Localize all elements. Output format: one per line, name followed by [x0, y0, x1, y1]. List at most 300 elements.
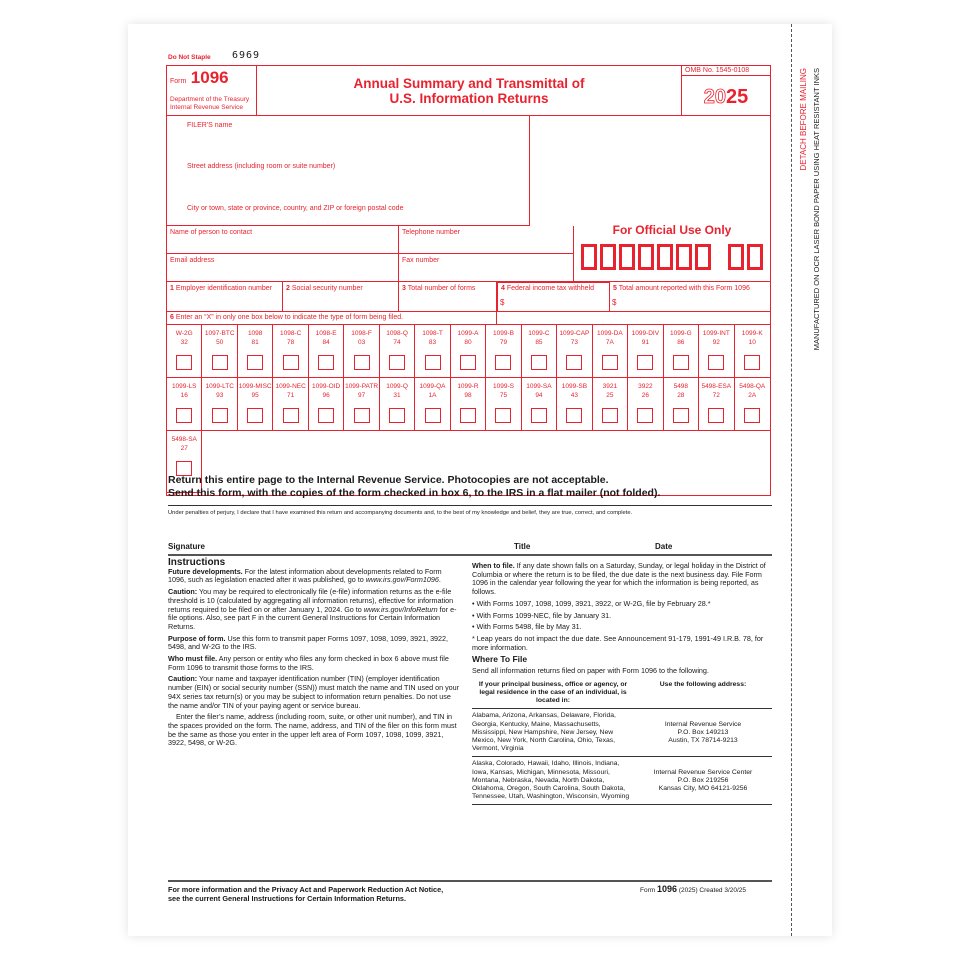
form-name: 1099-LTC: [205, 383, 234, 390]
form-code: 86: [677, 339, 685, 346]
official-use-label: For Official Use Only: [612, 223, 732, 237]
do-not-staple: Do Not Staple: [168, 54, 211, 61]
where-to-file-text: Send all information returns filed on paper with Form 1096 to the following.: [472, 666, 709, 676]
box5-number: 5: [613, 285, 617, 292]
form-type-label: [167, 325, 201, 347]
form-type-1099-g[interactable]: [664, 325, 699, 378]
official-box: [619, 244, 635, 270]
form-name: 1099-B: [492, 330, 514, 337]
fax-label: Fax number: [402, 257, 440, 264]
box2-ssn-field[interactable]: [283, 282, 399, 312]
official-box: [638, 244, 654, 270]
form-name: W-2G: [175, 330, 193, 337]
tax-year: [682, 86, 770, 109]
who-text: Any person or entity who files any form checked in box 6 above must file Form 1096 to transmit those forms to the IRS.: [168, 654, 449, 672]
form-type-1097-btc[interactable]: [202, 325, 237, 378]
box1-number: 1: [170, 285, 174, 292]
form-word: Form: [170, 78, 187, 85]
form-type-1099-div[interactable]: [628, 325, 663, 378]
form-type-checkbox[interactable]: [354, 408, 370, 423]
address-line3: Austin, TX 78714-9213: [668, 736, 738, 744]
form-type-checkbox[interactable]: [354, 355, 370, 370]
form-code: 81: [251, 339, 259, 346]
official-box: [695, 244, 711, 270]
form-name: 5498-QA: [739, 383, 766, 390]
email-field[interactable]: [167, 254, 399, 282]
caution-efile: [168, 588, 460, 632]
year-outline: 20: [703, 86, 726, 108]
due-date-bullet: • With Forms 1099-NEC, file by January 31.: [472, 610, 612, 620]
form-type-1099-k[interactable]: [735, 325, 770, 378]
title-line2: U.S. Information Returns: [389, 91, 549, 106]
form-code: 7A: [605, 339, 614, 346]
form-title-block: [257, 66, 682, 116]
privacy-notice: [168, 885, 443, 903]
caution1-tail: for e-file options. Also, see part F in the current General Instructions for Certain Information Returns.: [168, 604, 457, 631]
form-type-grid: [167, 325, 770, 495]
form-type-checkbox[interactable]: [566, 355, 582, 370]
caution2-head: Caution:: [168, 674, 198, 684]
table-head-address: Use the following address:: [659, 680, 747, 688]
fax-field[interactable]: [399, 254, 574, 282]
divider: [168, 505, 772, 506]
form-name: 5498: [673, 383, 689, 390]
form-type-1099-qa[interactable]: [415, 378, 450, 431]
footer-form-number: 1096: [656, 884, 678, 894]
form-type-checkbox[interactable]: [637, 355, 653, 370]
form-type-checkbox[interactable]: [176, 355, 192, 370]
form-type-label: [664, 378, 698, 400]
form-type-checkbox[interactable]: [531, 355, 547, 370]
form-name: 1098-C: [279, 330, 302, 337]
form-name: 1099-DIV: [631, 330, 660, 337]
form-code: 97: [357, 392, 366, 399]
who-head: Who must file.: [168, 654, 218, 664]
form-type-checkbox[interactable]: [673, 355, 689, 370]
future-head: Future developments.: [168, 566, 243, 576]
form-name: 1099-SB: [561, 383, 588, 390]
form-type-label: [628, 325, 662, 347]
form-code: 2A: [748, 392, 757, 399]
form-type-1099-ltc[interactable]: [202, 378, 237, 431]
form-code: 83: [428, 339, 437, 346]
states-list: Alabama, Arizona, Arkansas, Delaware, Florida, Georgia, Kentucky, Maine, Massachusetts, Mississippi, New Hampshire, New Jersey, New Mexico, New York, North Carolina, Ohio, Texas, Vermont, Virginia: [472, 712, 616, 753]
form-name: 1099-PATR: [345, 383, 379, 390]
official-box: [728, 244, 744, 270]
form-name: 1098-Q: [386, 330, 408, 337]
who-must-file: [168, 655, 460, 672]
form-name: 1099-OID: [312, 383, 341, 390]
form-name: 1099-QA: [419, 383, 446, 390]
form-type-checkbox[interactable]: [460, 355, 476, 370]
form-name: 1098-F: [351, 330, 372, 337]
box6-number: 6: [170, 314, 174, 321]
states-list: Alaska, Colorado, Hawaii, Idaho, Illinois, Indiana, Iowa, Kansas, Michigan, Minnesota, Missouri, Montana, Nebraska, Nevada, North Dakota, Oklahoma, Oregon, South Carolina, South Dakota, Tennessee, Utah, Washington, Wisconsin, Wyoming: [472, 760, 630, 801]
form-code: 26: [641, 392, 649, 399]
form-code: 74: [393, 339, 401, 346]
form-body: [166, 65, 771, 496]
form-name: 1097-BTC: [204, 330, 235, 337]
form-name: 1098-T: [422, 330, 443, 337]
signature-label: Signature: [168, 542, 205, 551]
form-type-checkbox[interactable]: [425, 408, 441, 423]
table-row: [472, 709, 772, 757]
form-type-1099-da[interactable]: [593, 325, 628, 378]
where-to-file-heading: Where To File: [472, 654, 528, 665]
form-type-label: [486, 325, 520, 347]
form-type-checkbox[interactable]: [637, 408, 653, 423]
inforeturn-link[interactable]: www.irs.gov/InfoReturn: [363, 604, 438, 614]
purpose-head: Purpose of form.: [168, 633, 226, 643]
perjury-statement: Under penalties of perjury, I declare that I have examined this return and accompanying documents and, to the best of my knowledge and belief, they are true, correct, and complete.: [168, 510, 633, 516]
enter-filer-info: Enter the filer’s name, address (including room, suite, or other unit number), and TIN in the spaces provided on the form. The name, address, and TIN of the filer on this form must be the same as those you enter in the upper left area of Form 1097, 1098, 1099, 3921, 3922, 5498, or W-2G.: [168, 712, 457, 748]
future-developments: Future developments. For the latest information about developments related to Form 1096, such as legislation enacted after it was published, go to www.irs.gov/Form1096.: [168, 566, 442, 585]
when-head: When to file.: [472, 561, 515, 570]
form-type-1099-sa[interactable]: [522, 378, 557, 431]
form-type-checkbox[interactable]: [247, 408, 263, 423]
form-name: 1099-DA: [597, 330, 623, 337]
form-type-1099-a[interactable]: [451, 325, 486, 378]
form-type-label: [593, 378, 627, 400]
form-name: 1099-C: [528, 330, 550, 337]
address-line1: Internal Revenue Service Center: [653, 768, 753, 776]
form-type-label: [735, 378, 770, 400]
form-id-block: [167, 66, 257, 116]
form-code: 28: [677, 392, 685, 399]
form-code: 95: [251, 392, 259, 399]
form-type-label: [699, 378, 733, 400]
form-type-label: [522, 325, 556, 347]
form-type-5498[interactable]: [664, 378, 699, 431]
filer-name-label: FILER'S name: [187, 122, 233, 129]
form-type-label: [628, 378, 662, 400]
signature-line[interactable]: [168, 542, 772, 554]
form-type-1099-oid[interactable]: [309, 378, 344, 431]
footer-form-tail: (2025) Created 3/20/25: [678, 887, 747, 894]
address-line3: Kansas City, MO 64121-9256: [658, 784, 748, 792]
footer-form-word: Form: [640, 887, 656, 894]
box3-total-forms-field[interactable]: [399, 282, 497, 312]
form-type-1099-cap[interactable]: [557, 325, 592, 378]
form-type-checkbox[interactable]: [460, 408, 476, 423]
omb-number: OMB No. 1545-0108: [685, 67, 750, 74]
form-type-label: [167, 431, 201, 453]
form-type-checkbox[interactable]: [566, 408, 582, 423]
form-type-label: [699, 325, 733, 347]
form-type-checkbox[interactable]: [708, 408, 724, 423]
address-line1: Internal Revenue Service: [664, 720, 742, 728]
form-name: 5498-SA: [171, 436, 197, 443]
form-name: 1099-K: [741, 330, 763, 337]
form-type-checkbox[interactable]: [495, 355, 511, 370]
form-type-label: [238, 325, 272, 347]
form-code: 72: [712, 392, 720, 399]
form-type-checkbox[interactable]: [176, 408, 192, 423]
return-notice: [168, 474, 788, 500]
telephone-label: Telephone number: [402, 229, 460, 236]
form-code: 10: [748, 339, 756, 346]
telephone-field[interactable]: [399, 226, 574, 254]
form-code: 92: [712, 339, 720, 346]
form-1096-sheet: [128, 24, 832, 936]
filing-address-table: [472, 679, 772, 806]
official-box: [747, 244, 763, 270]
box5-total-amount-field[interactable]: [610, 282, 770, 312]
form-code: 91: [641, 339, 649, 346]
form-type-checkbox[interactable]: [389, 355, 405, 370]
form-type-5498-qa[interactable]: [735, 378, 770, 431]
box6-label: Enter an “X” in only one box below to indicate the type of form being filed.: [175, 314, 404, 321]
form-type-label: [415, 378, 449, 400]
box1-ein-field[interactable]: [167, 282, 283, 312]
department-line2: Internal Revenue Service: [170, 104, 243, 111]
form-code: 50: [216, 339, 224, 346]
form-type-label: [664, 325, 698, 347]
form-code: 75: [499, 392, 508, 399]
privacy-line1: For more information and the Privacy Act and Paperwork Reduction Act Notice,: [168, 885, 444, 894]
dollar-sign: $: [500, 298, 505, 307]
form-code: 78: [287, 339, 295, 346]
box2-label: Social security number: [291, 285, 363, 292]
leap-year-note: * Leap years do not impact the due date. See Announcement 91-179, 1991-49 I.R.B. 78, for more information.: [472, 633, 764, 652]
form-code: 1A: [428, 392, 437, 399]
form-code: 43: [570, 392, 579, 399]
form-code: 80: [464, 339, 472, 346]
form-code: 84: [322, 339, 330, 346]
form-type-1099-ls[interactable]: [167, 378, 202, 431]
form-type-label: [167, 378, 201, 400]
box6-header-blank: [497, 312, 770, 325]
form-type-5498-esa[interactable]: [699, 378, 734, 431]
form-type-label: [380, 325, 414, 347]
form-type-label: [451, 325, 485, 347]
form-type-label: [309, 325, 343, 347]
form-name: 1099-NEC: [275, 383, 306, 390]
caution1-text: You may be required to electronically file (e-file) information returns as the e-file threshold is 10 (calculated by aggregating all information returns), effective for information returns required to be filed on or after January 1, 2024. Go to: [168, 587, 454, 614]
form-type-checkbox[interactable]: [283, 355, 299, 370]
title-label: Title: [514, 542, 531, 551]
due-date-bullet: • With Forms 1097, 1098, 1099, 3921, 3922, or W-2G, file by February 28.*: [472, 598, 711, 608]
table-row: [472, 757, 772, 805]
street-address-label: Street address (including room or suite number): [187, 163, 336, 170]
form-name: 1099-CAP: [559, 330, 590, 337]
form-type-label: [344, 378, 378, 400]
form-name: 5498-ESA: [701, 383, 732, 390]
form-type-1098-f[interactable]: [344, 325, 379, 378]
box4-label: Federal income tax withheld: [506, 285, 595, 292]
caution2-text: Your name and taxpayer identification number (TIN) (employer identification number (EIN) or social security number (SSN)) must match the name and TIN used on your 94X series tax return(s) or you may be subject to information return penalties. Do not use the name and/or TIN of your paying agent or service bureau.: [168, 674, 460, 710]
department-line1: Department of the Treasury: [170, 96, 250, 103]
filer-address-block[interactable]: [167, 116, 530, 226]
control-number: 6969: [232, 50, 261, 61]
box1-label: Employer identification number: [175, 285, 272, 292]
form-type-label: [238, 378, 272, 400]
form-type-label: [344, 325, 378, 347]
form-type-checkbox[interactable]: [744, 355, 760, 370]
form-type-1099-b[interactable]: [486, 325, 521, 378]
box3-label: Total number of forms: [407, 285, 476, 292]
future-text: For the latest information about developments related to Form 1096, such as legislation enacted after it was published, go to: [168, 566, 442, 585]
form-code: 94: [535, 392, 543, 399]
form-type-3921[interactable]: [593, 378, 628, 431]
box2-number: 2: [286, 285, 290, 292]
form-type-checkbox[interactable]: [247, 355, 263, 370]
form-type-1099-q[interactable]: [380, 378, 415, 431]
form-type-1098-t[interactable]: [415, 325, 450, 378]
form-name: 1099-MISC: [238, 383, 272, 390]
box6-instruction: [167, 312, 497, 325]
form-type-checkbox[interactable]: [602, 355, 618, 370]
email-label: Email address: [170, 257, 215, 264]
form-code: 96: [322, 392, 330, 399]
form-name: 1099-INT: [702, 330, 730, 337]
form-name: 1099-S: [492, 383, 514, 390]
form-name: 1099-LS: [171, 383, 197, 390]
form-type-checkbox[interactable]: [283, 408, 299, 423]
form-type-1099-sb[interactable]: [557, 378, 592, 431]
form-type-label: [380, 378, 414, 400]
title-line1: Annual Summary and Transmittal of: [353, 76, 585, 91]
form-type-label: [273, 325, 307, 347]
form-code: 73: [570, 339, 579, 346]
form-type-label: [557, 378, 591, 400]
signature-rule: [168, 554, 772, 556]
instructions-right-column: [472, 562, 772, 805]
contact-name-field[interactable]: [167, 226, 399, 254]
form-code: 27: [180, 445, 188, 452]
notice-line1: Return this entire page to the Internal Revenue Service. Photocopies are not acceptable.: [168, 474, 609, 486]
form-type-label: [735, 325, 770, 347]
form-title: [257, 76, 681, 106]
manufactured-note: MANUFACTURED ON OCR LASER BOND PAPER USING HEAT RESISTANT INKS: [812, 68, 821, 351]
form-type-label: [593, 325, 627, 347]
form-type-checkbox[interactable]: [389, 408, 405, 423]
filer-right-blank: [530, 116, 770, 226]
form-type-checkbox[interactable]: [602, 408, 618, 423]
form1096-link[interactable]: www.irs.gov/Form1096: [365, 575, 439, 585]
official-box: [657, 244, 673, 270]
official-box: [581, 244, 597, 270]
form-type-checkbox[interactable]: [531, 408, 547, 423]
caution-tin: [168, 675, 460, 710]
form-type-1099-patr[interactable]: [344, 378, 379, 431]
address-line2: P.O. Box 219256: [677, 776, 729, 784]
form-code: 03: [357, 339, 366, 346]
year-bold: 25: [726, 86, 749, 108]
form-type-checkbox[interactable]: [212, 355, 228, 370]
form-type-label: [309, 378, 343, 400]
detach-perforation: [791, 24, 792, 936]
form-type-3922[interactable]: [628, 378, 663, 431]
form-name: 3921: [602, 383, 618, 390]
form-code: 71: [287, 392, 295, 399]
form-type-1099-s[interactable]: [486, 378, 521, 431]
box3-number: 3: [402, 285, 406, 292]
form-type-1099-c[interactable]: [522, 325, 557, 378]
form-name: 1099-Q: [386, 383, 408, 390]
form-code: 25: [606, 392, 614, 399]
detach-before-mailing: DETACH BEFORE MAILING: [799, 68, 808, 171]
form-code: 16: [180, 392, 188, 399]
purpose-of-form: [168, 635, 460, 652]
box5-label: Total amount reported with this Form 1096: [618, 285, 750, 292]
form-code: 98: [464, 392, 472, 399]
footer-form-id: [640, 884, 746, 894]
form-type-w-2g[interactable]: [167, 325, 202, 378]
form-type-checkbox[interactable]: [673, 408, 689, 423]
form-type-label: [273, 378, 307, 400]
form-code: 93: [216, 392, 224, 399]
box4-number: 4: [501, 285, 505, 292]
when-text: If any date shown falls on a Saturday, Sunday, or legal holiday in the District of Columbia or where the return is to be filed, the due date is the next business day. File Form 1096 in the calendar year following the year for which the information is being reported, as follows.: [472, 561, 766, 597]
form-code: 32: [180, 339, 188, 346]
form-type-label: [451, 378, 485, 400]
caution1-head: Caution:: [168, 587, 198, 597]
form-type-label: [557, 325, 591, 347]
form-name: 1098: [247, 330, 263, 337]
city-label: City or town, state or province, country, and ZIP or foreign postal code: [187, 205, 404, 212]
form-code: 79: [499, 339, 508, 346]
address-line2: P.O. Box 149213: [677, 728, 729, 736]
instructions-heading: Instructions: [168, 557, 226, 568]
form-type-label: [202, 325, 236, 347]
box4-federal-tax-field[interactable]: [497, 282, 610, 312]
form-name: 1098-E: [315, 330, 337, 337]
official-box: [600, 244, 616, 270]
form-type-checkbox[interactable]: [318, 408, 334, 423]
privacy-line2: see the current General Instructions for Certain Information Returns.: [168, 894, 407, 903]
form-type-checkbox[interactable]: [212, 408, 228, 423]
date-label: Date: [655, 542, 673, 551]
irs-address: [634, 709, 772, 757]
form-type-label: [415, 325, 449, 347]
form-code: 31: [393, 392, 401, 399]
when-to-file: [472, 562, 772, 597]
form-name: 1099-G: [669, 330, 692, 337]
irs-address: [634, 757, 772, 805]
form-name: 1099-SA: [526, 383, 552, 390]
footer-rule: [168, 880, 772, 882]
purpose-text: Use this form to transmit paper Forms 1097, 1098, 1099, 3921, 3922, 5498, and W-2G to the IRS.: [168, 633, 449, 652]
due-date-bullet: • With Forms 5498, file by May 31.: [472, 622, 582, 632]
form-type-1098-c[interactable]: [273, 325, 308, 378]
form-type-1099-r[interactable]: [451, 378, 486, 431]
table-head-location: If your principal business, office or agency, or legal residence in the case of an individual, is located in:: [478, 680, 628, 705]
form-type-1099-int[interactable]: [699, 325, 734, 378]
form-code: 85: [535, 339, 543, 346]
dollar-sign: $: [612, 298, 617, 307]
form-type-checkbox[interactable]: [744, 408, 760, 423]
contact-name-label: Name of person to contact: [170, 229, 253, 236]
form-type-checkbox[interactable]: [318, 355, 334, 370]
form-type-1098-e[interactable]: [309, 325, 344, 378]
form-type-1098-q[interactable]: [380, 325, 415, 378]
form-number: 1096: [190, 68, 229, 87]
form-type-label: [522, 378, 556, 400]
form-type-checkbox[interactable]: [495, 408, 511, 423]
form-type-checkbox[interactable]: [708, 355, 724, 370]
form-type-1098[interactable]: [238, 325, 273, 378]
form-type-1099-nec[interactable]: [273, 378, 308, 431]
form-type-label: [486, 378, 520, 400]
notice-line2: Send this form, with the copies of the form checked in box 6, to the IRS in a flat mailer (not folded).: [168, 487, 661, 499]
form-type-label: [202, 378, 236, 400]
form-name: 3922: [638, 383, 653, 390]
instructions-left-column: [168, 559, 460, 751]
form-name: 1099-R: [457, 383, 479, 390]
form-type-checkbox[interactable]: [425, 355, 441, 370]
form-type-1099-misc[interactable]: [238, 378, 273, 431]
